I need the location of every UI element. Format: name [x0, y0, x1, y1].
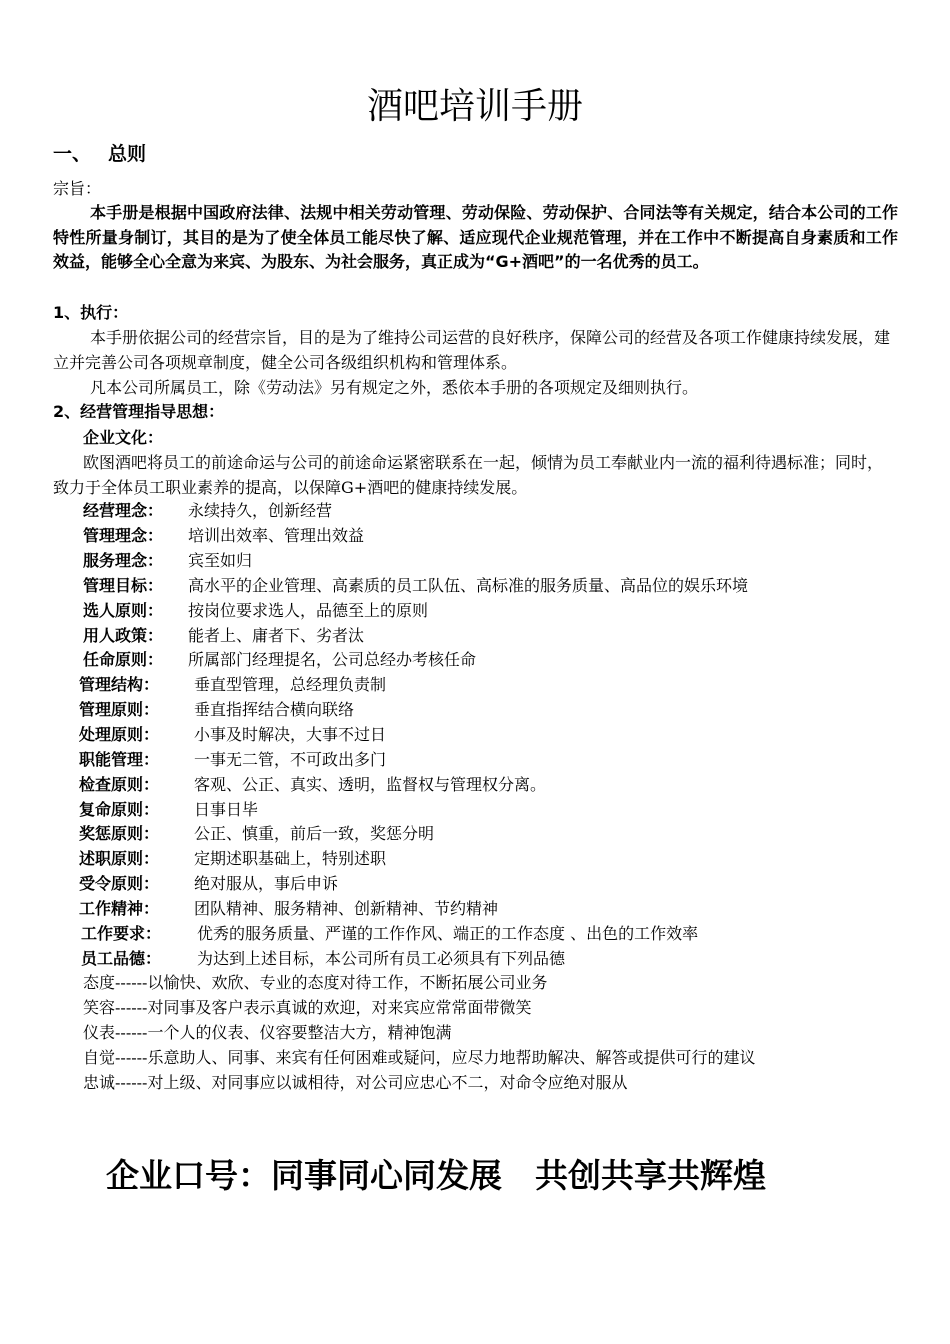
principle-key: 工作精神： — [79, 899, 160, 919]
principle-value: 所属部门经理提名，公司总经办考核任命 — [188, 650, 477, 670]
principle-row — [79, 699, 354, 722]
principle-row — [83, 525, 364, 548]
principle-key: 受令原则： — [79, 874, 160, 894]
principle-row — [83, 550, 252, 573]
principle-row — [79, 799, 258, 822]
principle-key: 奖惩原则： — [79, 824, 160, 844]
document-title: 酒吧培训手册 — [366, 86, 583, 127]
principle-key: 管理理念： — [83, 525, 164, 545]
principle-value: 小事及时解决，大事不过日 — [194, 724, 387, 744]
principle-value: 一事无二管，不可政出多门 — [194, 749, 387, 769]
principle-value: 绝对服从，事后申诉 — [194, 874, 339, 894]
principle-value: 永续持久，创新经营 — [188, 501, 333, 520]
principle-value: 定期述职基础上，特别述职 — [194, 849, 387, 869]
principle-row — [79, 823, 434, 846]
principle-value: 培训出效率、管理出效益 — [188, 525, 365, 545]
section-number: 一、 — [53, 143, 92, 165]
principle-value: 能者上、庸者下、劣者汰 — [188, 625, 365, 645]
virtue-line: 忠诚------对上级、对同事应以诚相待，对公司应忠心不二，对命令应绝对服从 — [83, 1072, 628, 1092]
principle-key: 复命原则： — [79, 799, 160, 819]
section-label: 总则 — [108, 143, 147, 165]
principle-value: 团队精神、服务精神、创新精神、节约精神 — [194, 899, 499, 919]
principle-key: 管理结构： — [79, 675, 160, 694]
principle-value: 宾至如归 — [188, 550, 253, 570]
principle-value: 高水平的企业管理、高素质的员工队伍、高标准的服务质量、高品位的娱乐环境 — [188, 575, 749, 595]
execution-paragraph-1: 本手册依据公司的经营宗旨，目的是为了维持公司运营的良好秩序，保障公司的经营及各项工作健康持续发展，建立并完善公司各项规章制度，健全公司各级组织机构和管理体系。 — [53, 328, 891, 372]
principle-row — [83, 500, 332, 523]
principle-row — [79, 749, 386, 772]
principle-value: 公正、慎重，前后一致，奖惩分明 — [194, 824, 435, 844]
principle-value: 为达到上述目标，本公司所有员工必须具有下列品德 — [197, 948, 566, 968]
principle-key: 职能管理： — [79, 749, 160, 769]
principle-value: 垂直指挥结合横向联络 — [194, 699, 355, 719]
virtue-line: 自觉------乐意助人、同事、来宾有任何困难或疑问，应尽力地帮助解决、解答或提供可行的建议 — [83, 1047, 756, 1067]
section-heading-general — [53, 139, 146, 166]
principle-value: 客观、公正、真实、透明，监督权与管理权分离。 — [194, 774, 547, 794]
principle-row — [79, 848, 386, 871]
principle-key: 述职原则： — [79, 849, 160, 869]
principle-value: 垂直型管理，总经理负责制 — [194, 675, 387, 694]
principle-key: 处理原则： — [79, 724, 160, 744]
principle-value: 日事日毕 — [194, 799, 259, 819]
principle-row — [81, 948, 565, 971]
virtue-line: 笑容------对同事及客户表示真诚的欢迎，对来宾应常常面带微笑 — [83, 997, 532, 1017]
principle-key: 服务理念： — [83, 550, 164, 570]
principle-key: 管理原则： — [79, 699, 160, 719]
guidance-heading: 2、经营管理指导思想： — [53, 402, 225, 421]
culture-label: 企业文化： — [83, 428, 164, 447]
principle-row — [83, 649, 476, 672]
principle-value: 按岗位要求选人，品德至上的原则 — [188, 600, 429, 620]
principle-key: 检查原则： — [79, 774, 160, 794]
virtue-line: 态度------以愉快、欢欣、专业的态度对待工作，不断拓展公司业务 — [83, 973, 548, 992]
principle-key: 选人原则： — [83, 600, 164, 620]
company-slogan: 企业口号：同事同心同发展 共创共享共辉煌 — [106, 1156, 766, 1195]
principle-key: 任命原则： — [83, 650, 164, 670]
principle-key: 管理目标： — [83, 575, 164, 595]
culture-paragraph: 欧图酒吧将员工的前途命运与公司的前途命运紧密联系在一起，倾情为员工奉献业内一流的福利待遇标准；同时，致力于全体员工职业素养的提高，以保障G+酒吧的健康持续发展。 — [53, 453, 884, 497]
principle-row — [79, 774, 546, 797]
principle-row — [81, 923, 698, 946]
principle-key: 用人政策： — [83, 625, 164, 645]
principle-value: 优秀的服务质量、严谨的工作作风、端正的工作态度 、出色的工作效率 — [197, 924, 699, 943]
principle-row — [79, 724, 386, 747]
principle-row — [83, 625, 364, 648]
principle-row — [83, 575, 748, 598]
principle-row — [83, 600, 428, 623]
virtue-line: 仪表------一个人的仪表、仪容要整洁大方，精神饱满 — [83, 1022, 452, 1042]
principle-row — [79, 898, 498, 921]
principle-row — [79, 873, 338, 896]
execution-paragraph-2: 凡本公司所属员工，除《劳动法》另有规定之外，悉依本手册的各项规定及细则执行。 — [90, 378, 699, 397]
purpose-label: 宗旨： — [53, 179, 102, 198]
principle-key: 员工品德： — [81, 948, 162, 968]
principle-key: 工作要求： — [81, 924, 162, 943]
purpose-paragraph: 本手册是根据中国政府法律、法规中相关劳动管理、劳动保险、劳动保护、合同法等有关规定，结合本公司的工作特性所量身制订，其目的是为了使全体员工能尽快了解、适应现代企业规范管理，并在工作中不断提高自身素质和工作效益，能够全心全意为来宾、为股东、为社会服务，真正成为“G+酒吧”的一名优秀的员工。 — [53, 203, 898, 271]
principle-row — [79, 674, 386, 697]
principle-key: 经营理念： — [83, 501, 164, 520]
execution-heading: 1、执行： — [53, 303, 129, 322]
